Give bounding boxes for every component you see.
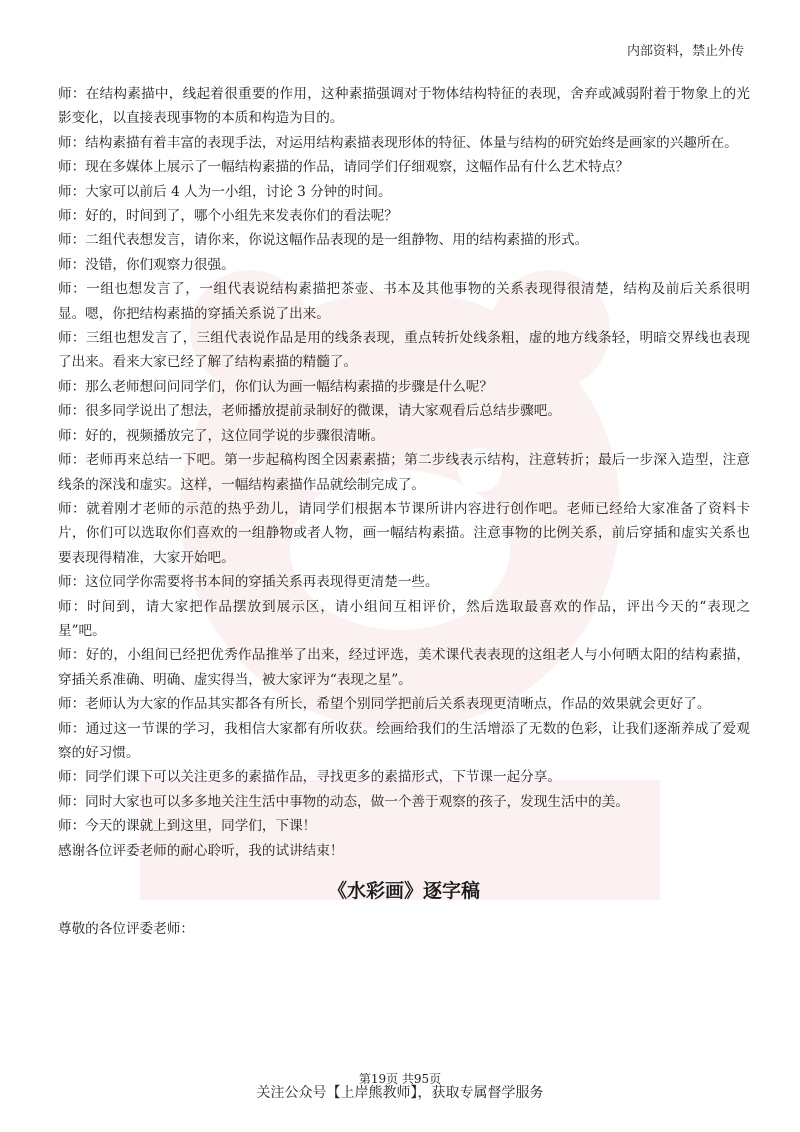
transcript-paragraph: 师：很多同学说出了想法，老师播放提前录制好的微课，请大家观看后总结步骤吧。 bbox=[58, 403, 561, 420]
transcript-paragraph: 师：好的，小组间已经把优秀作品推举了出来，经过评选，美术课代表表现的这组老人与小何晒太阳的结构素描，穿插关系准确、明确、虚实得当，被大家评为“表现之星”。 bbox=[58, 647, 750, 688]
transcript-paragraph: 师：大家可以前后 4 人为一小组，讨论 3 分钟的时间。 bbox=[58, 183, 392, 200]
transcript-paragraph: 师：好的，视频播放完了，这位同学说的步骤很清晰。 bbox=[58, 427, 385, 444]
transcript-paragraph: 师：没错，你们观察力很强。 bbox=[58, 256, 235, 273]
transcript-paragraph: 师：就着刚才老师的示范的热乎劲儿，请同学们根据本节课所讲内容进行创作吧。老师已经给大家准备了资料卡片，你们可以选取你们喜欢的一组静物或者人物，画一幅结构素描。注意事物的比例关系，前后穿插和虚实关系也要表现得精准，大家开始吧。 bbox=[58, 500, 750, 566]
footer-promo: 关注公众号【上岸熊教师】，获取专属督学服务 bbox=[256, 1085, 544, 1101]
page-number: 第19页 共95页 bbox=[358, 1072, 442, 1086]
transcript-paragraph: 师：好的，时间到了，哪个小组先来发表你们的看法呢？ bbox=[58, 208, 398, 225]
transcript-paragraph: 师：现在多媒体上展示了一幅结构素描的作品，请同学们仔细观察，这幅作品有什么艺术特点？ bbox=[58, 159, 629, 176]
transcript-body bbox=[58, 82, 750, 941]
transcript-paragraph: 师：在结构素描中，线起着很重要的作用，这种素描强调对于物体结构特征的表现，舍弃或减弱附着于物象上的光影变化，以直接表现事物的本质和构造为目的。 bbox=[58, 86, 750, 127]
transcript-paragraph: 师：今天的课就上到这里，同学们，下课！ bbox=[58, 818, 317, 835]
transcript-paragraph: 师：老师再来总结一下吧。第一步起稿构图全因素素描；第二步线表示结构，注意转折；最后一步深入造型，注意线条的深浅和虚实。这样，一幅结构素描作品就绘制完成了。 bbox=[58, 452, 750, 493]
transcript-paragraph: 师：同时大家也可以多多地关注生活中事物的动态，做一个善于观察的孩子，发现生活中的美。 bbox=[58, 793, 629, 810]
transcript-paragraph: 师：老师认为大家的作品其实都各有所长，希望个别同学把前后关系表现更清晰点，作品的效果就会更好了。 bbox=[58, 696, 711, 713]
transcript-paragraph: 师：一组也想发言了，一组代表说结构素描把茶壶、书本及其他事物的关系表现得很清楚，结构及前后关系很明显。嗯，你把结构素描的穿插关系说了出来。 bbox=[58, 281, 750, 322]
confidential-note: 内部资料，禁止外传 bbox=[626, 44, 744, 59]
section-title: 《水彩画》逐字稿 bbox=[327, 880, 480, 902]
transcript-paragraph: 师：二组代表想发言，请你来，你说这幅作品表现的是一组静物、用的结构素描的形式。 bbox=[58, 232, 589, 249]
transcript-paragraph: 师：那么老师想问问同学们，你们认为画一幅结构素描的步骤是什么呢？ bbox=[58, 378, 493, 395]
greeting-line: 尊敬的各位评委老师： bbox=[58, 921, 194, 937]
transcript-paragraph: 师：结构素描有着丰富的表现手法，对运用结构素描表现形体的特征、体量与结构的研究始终是画家的兴趣所在。 bbox=[58, 134, 738, 151]
transcript-paragraph: 师：通过这一节课的学习，我相信大家都有所收获。绘画给我们的生活增添了无数的色彩，让我们逐渐养成了爱观察的好习惯。 bbox=[58, 720, 750, 761]
transcript-paragraph: 感谢各位评委老师的耐心聆听，我的试讲结束！ bbox=[58, 842, 344, 859]
transcript-paragraph: 师：时间到，请大家把作品摆放到展示区，请小组间互相评价，然后选取最喜欢的作品，评出今天的“表现之星”吧。 bbox=[58, 598, 750, 639]
transcript-paragraph: 师：这位同学你需要将书本间的穿插关系再表现得更清楚一些。 bbox=[58, 574, 439, 591]
transcript-paragraph: 师：同学们课下可以关注更多的素描作品，寻找更多的素描形式，下节课一起分享。 bbox=[58, 769, 561, 786]
transcript-paragraph: 师：三组也想发言了，三组代表说作品是用的线条表现，重点转折处线条粗，虚的地方线条轻，明暗交界线也表现了出来。看来大家已经了解了结构素描的精髓了。 bbox=[58, 330, 750, 371]
